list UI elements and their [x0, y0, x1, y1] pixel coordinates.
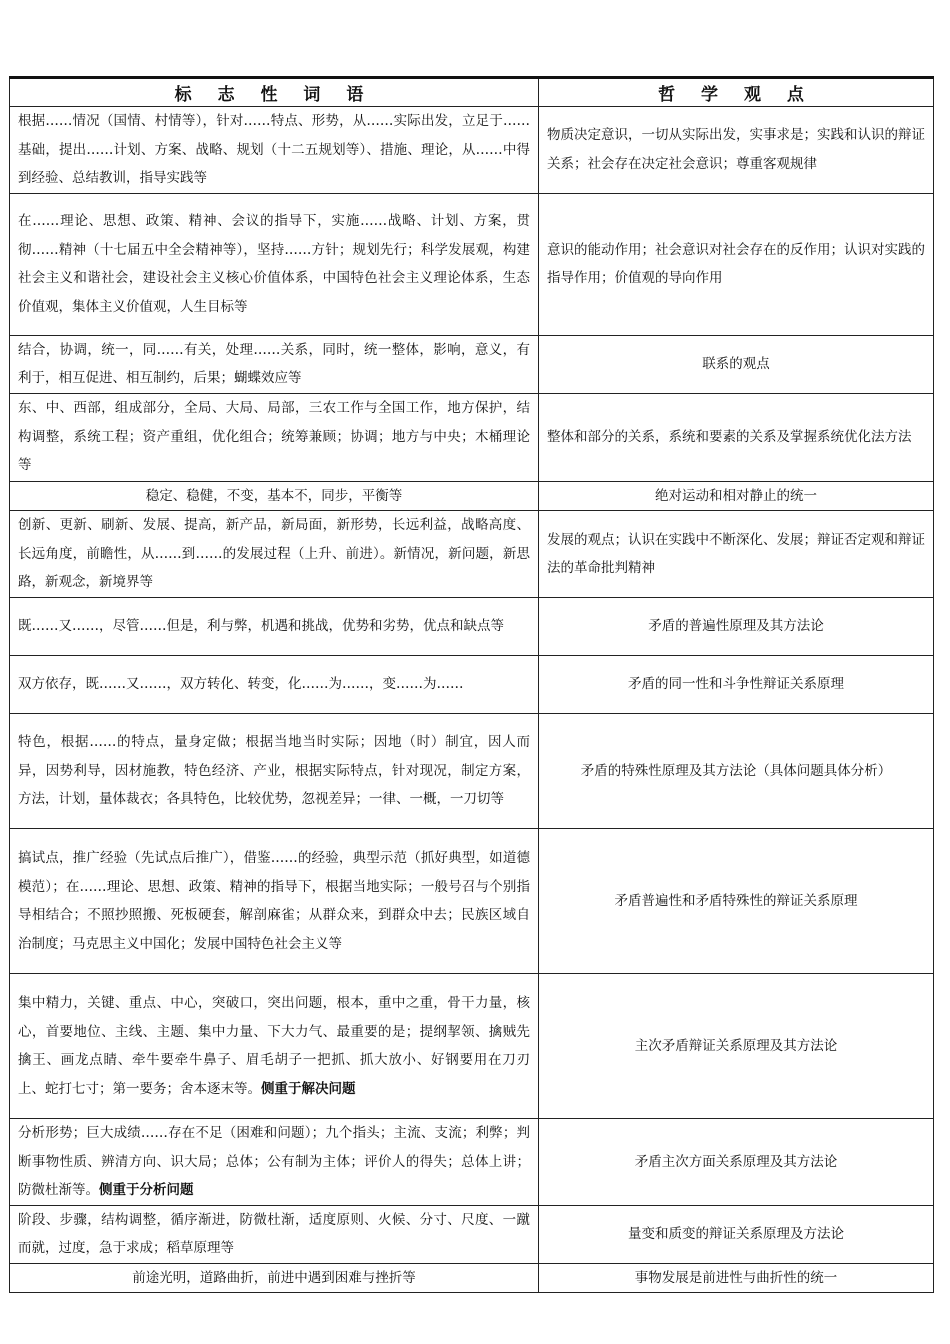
keywords-cell: 特色，根据……的特点，量身定做；根据当地当时实际；因地（时）制宜，因人而异，因势利导，因材施教，特色经济、产业，根据实际特点，针对现况，制定方案，方法，计划，量体裁衣；各具特色，比较优势，忽视差异；一律、一概，一刀切等: [10, 714, 539, 829]
keywords-cell: 创新、更新、刷新、发展、提高，新产品，新局面，新形势，长远利益，战略高度、长远角度，前瞻性，从……到……的发展过程（上升、前进）。新情况，新问题，新思路，新观念，新境界等: [10, 511, 539, 598]
philosophy-cell: 联系的观点: [539, 335, 934, 393]
emphasis-note: 侧重于分析问题: [99, 1182, 194, 1198]
keywords-cell: 结合，协调，统一，同……有关，处理……关系，同时，统一整体，影响，意义，有利于，相互促进、相互制约，后果；蝴蝶效应等: [10, 335, 539, 393]
keywords-cell: 既……又……，尽管……但是，利与弊，机遇和挑战，优势和劣势，优点和缺点等: [10, 598, 539, 656]
philosophy-cell: 矛盾普遍性和矛盾特殊性的辩证关系原理: [539, 829, 934, 974]
table-row: [10, 598, 934, 656]
table-row: [10, 511, 934, 598]
table-row: [10, 193, 934, 335]
keywords-text: 分析形势；巨大成绩……存在不足（困难和问题）；九个指头；主流、支流；利弊；判断事物性质、辨清方向、识大局；总体；公有制为主体；评价人的得失；总体上讲；防微杜渐等。: [18, 1125, 530, 1198]
table-row: [10, 335, 934, 393]
table-row: [10, 107, 934, 194]
keywords-cell: 搞试点，推广经验（先试点后推广），借鉴……的经验，典型示范（抓好典型，如道德模范）；在……理论、思想、政策、精神的指导下，根据当地实际；一般号召与个别指导相结合；不照抄照搬、死板硬套，解剖麻雀；从群众来，到群众中去；民族区域自治制度；马克思主义中国化；发展中国特色社会主义等: [10, 829, 539, 974]
keywords-cell: 前途光明，道路曲折，前进中遇到困难与挫折等: [10, 1263, 539, 1293]
table-row: [10, 974, 934, 1119]
keywords-cell: 阶段、步骤，结构调整，循序渐进，防微杜渐，适度原则、火候、分寸、尺度、一蹴而就，过度，急于求成；稻草原理等: [10, 1205, 539, 1263]
philosophy-cell: 主次矛盾辩证关系原理及其方法论: [539, 974, 934, 1119]
table-row: [10, 393, 934, 481]
table-row: [10, 714, 934, 829]
keywords-cell: 稳定、稳健，不变，基本不，同步，平衡等: [10, 481, 539, 511]
philosophy-cell: 矛盾的同一性和斗争性辩证关系原理: [539, 656, 934, 714]
table-row: [10, 1119, 934, 1206]
philosophy-cell: 发展的观点；认识在实践中不断深化、发展；辩证否定观和辩证法的革命批判精神: [539, 511, 934, 598]
philosophy-cell: 事物发展是前进性与曲折性的统一: [539, 1263, 934, 1293]
keywords-text: 集中精力，关键、重点、中心，突破口，突出问题，根本，重中之重，骨干力量，核心，首要地位、主线、主题、集中力量、下大力气、最重要的是；提纲挈领、擒贼先擒王、画龙点睛、牵牛要牵牛鼻子、眉毛胡子一把抓、抓大放小、好钢要用在刀刃上、蛇打七寸；第一要务；舍本逐末等。: [18, 995, 530, 1097]
philosophy-cell: 量变和质变的辩证关系原理及方法论: [539, 1205, 934, 1263]
philosophy-cell: 矛盾的普遍性原理及其方法论: [539, 598, 934, 656]
keywords-cell: 双方依存，既……又……，双方转化、转变，化……为……，变……为……: [10, 656, 539, 714]
table-row: [10, 656, 934, 714]
emphasis-note: 侧重于解决问题: [261, 1080, 356, 1097]
header-philosophy-views: 哲 学 观 点: [539, 78, 934, 107]
header-keywords: 标 志 性 词 语: [10, 78, 539, 107]
keywords-cell: 东、中、西部，组成部分，全局、大局、局部，三农工作与全国工作，地方保护，结构调整，系统工程；资产重组，优化组合；统筹兼顾；协调；地方与中央；木桶理论等: [10, 393, 539, 481]
philosophy-cell: 矛盾的特殊性原理及其方法论（具体问题具体分析）: [539, 714, 934, 829]
table-header-row: [10, 78, 934, 107]
philosophy-cell: 矛盾主次方面关系原理及其方法论: [539, 1119, 934, 1206]
keywords-cell: 在……理论、思想、政策、精神、会议的指导下，实施……战略、计划、方案，贯彻……精神（十七届五中全会精神等），坚持……方针；规划先行；科学发展观，构建社会主义和谐社会，建设社会主义核心价值体系，中国特色社会主义理论体系，生态价值观，集体主义价值观，人生目标等: [10, 193, 539, 335]
philosophy-cell: 绝对运动和相对静止的统一: [539, 481, 934, 511]
table-row: [10, 829, 934, 974]
philosophy-cell: 意识的能动作用；社会意识对社会存在的反作用；认识对实践的指导作用；价值观的导向作用: [539, 193, 934, 335]
keywords-cell: 根据……情况（国情、村情等），针对……特点、形势，从……实际出发，立足于……基础，提出……计划、方案、战略、规划（十二五规划等）、措施、理论，从……中得到经验、总结教训，指导实践等: [10, 107, 539, 194]
table-row: [10, 1205, 934, 1263]
table-row: [10, 1263, 934, 1293]
philosophy-cell: 整体和部分的关系，系统和要素的关系及掌握系统优化法方法: [539, 393, 934, 481]
table-row: [10, 481, 934, 511]
keywords-cell: [10, 974, 539, 1119]
philosophy-keyword-table: [9, 76, 934, 1293]
keywords-cell: [10, 1119, 539, 1206]
philosophy-cell: 物质决定意识，一切从实际出发，实事求是；实践和认识的辩证关系；社会存在决定社会意识；尊重客观规律: [539, 107, 934, 194]
